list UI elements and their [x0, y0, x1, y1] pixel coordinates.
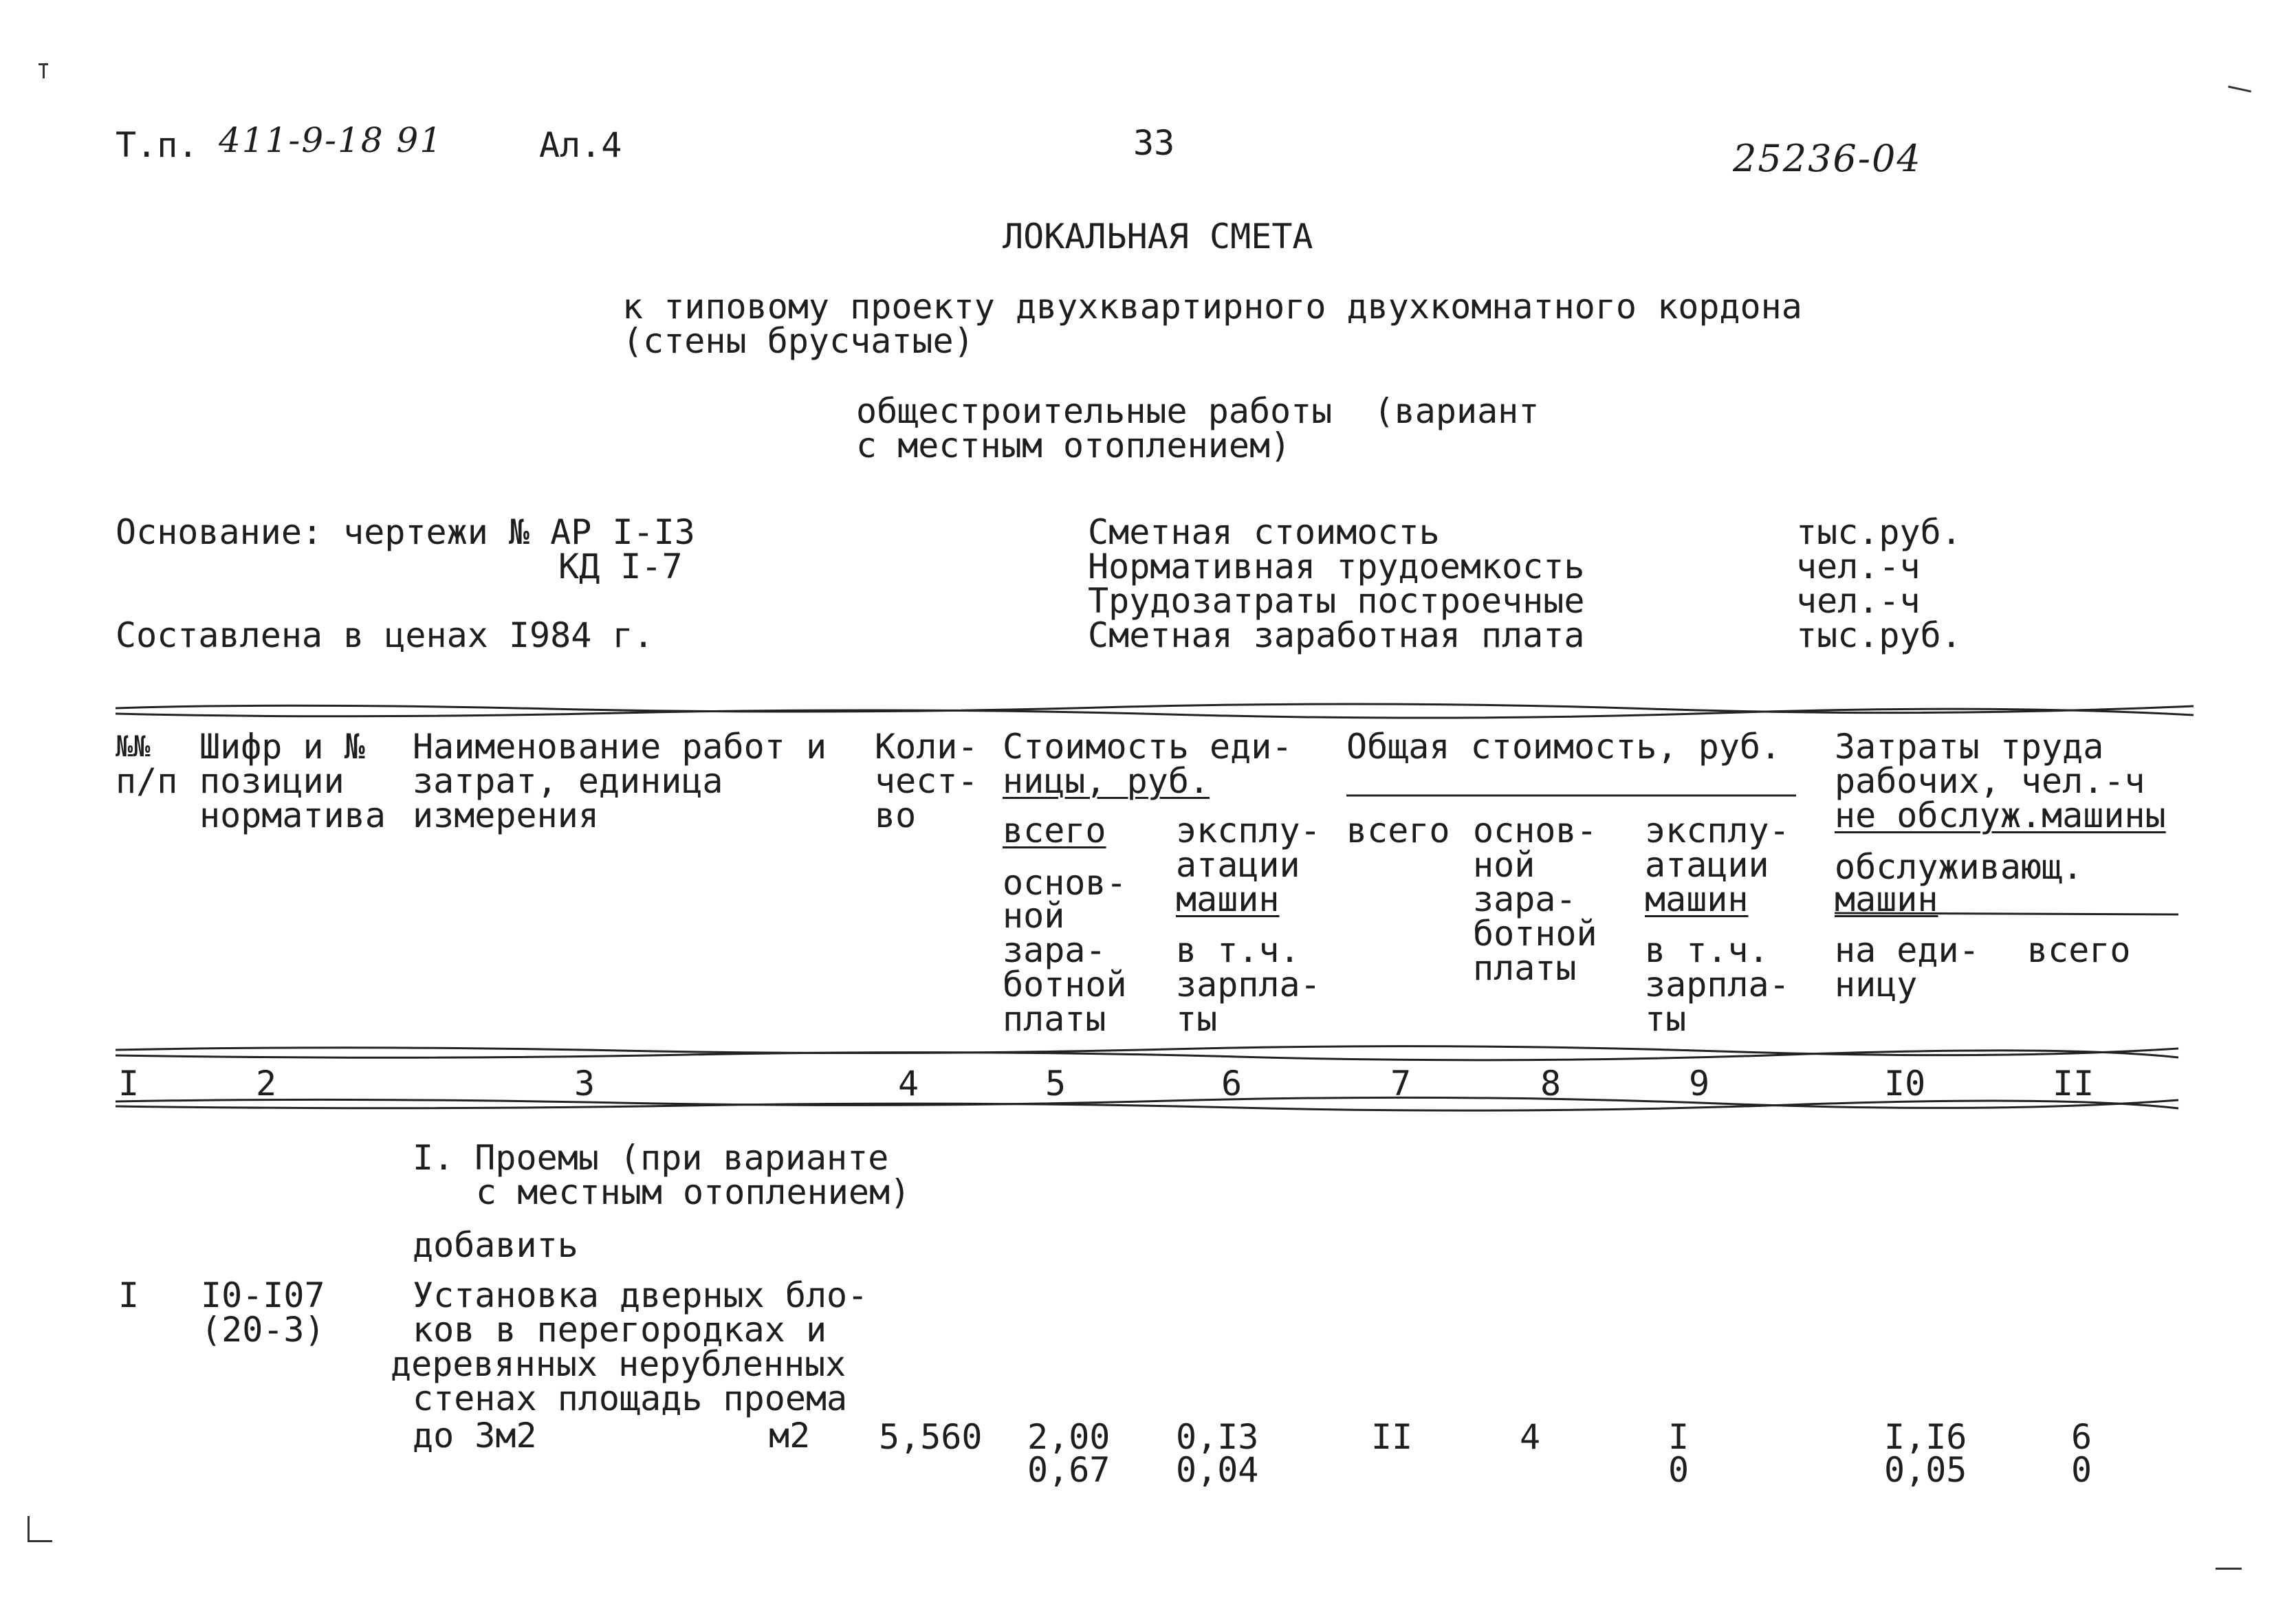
header-col5-top: всего — [1003, 811, 1106, 851]
row-name-2: ков в перегородках и — [413, 1310, 827, 1350]
row-col6-2: 0,04 — [1176, 1450, 1259, 1490]
header-col9-t3: машин — [1645, 879, 1749, 919]
basis-line-2: КД I-7 — [558, 547, 683, 586]
section-title-line2: с местным отоплением) — [476, 1172, 911, 1212]
header-col8-5: платы — [1473, 948, 1577, 988]
colnum-11: II — [2053, 1064, 2095, 1104]
document-code: 25236-04 — [1733, 137, 1922, 180]
header-labor-not-serving: не обслуж.машины — [1835, 795, 2166, 835]
header-col9-t1: эксплу- — [1645, 811, 1790, 851]
row-col8: 4 — [1520, 1417, 1541, 1457]
basis-line-1: Основание: чертежи № АР I-I3 — [116, 512, 695, 552]
header-col2-line2: позиции — [199, 761, 345, 801]
subtitle-line-2: (стены брусчатые) — [622, 321, 974, 361]
header-col9-t2: атации — [1645, 845, 1769, 885]
works-line-1: общестроительные работы (вариант — [856, 391, 1540, 431]
tp-label: Т.п. — [116, 125, 199, 165]
header-col6-t3: машин — [1176, 879, 1280, 919]
colnum-5: 5 — [1045, 1064, 1067, 1104]
header-col8-4: ботной — [1473, 914, 1597, 954]
header-col6-t1: эксплу- — [1176, 811, 1321, 851]
prices-line: Составлена в ценах I984 г. — [116, 615, 654, 655]
header-col9-b2: зарпла- — [1645, 965, 1790, 1005]
header-col4-line1: Коли- — [875, 727, 979, 767]
header-col8-1: основ- — [1473, 811, 1597, 851]
colnum-10: I0 — [1884, 1064, 1926, 1104]
page-number: 33 — [1133, 123, 1175, 163]
colnum-2: 2 — [256, 1064, 277, 1104]
header-col10-1: на еди- — [1835, 930, 1980, 970]
header-col1-line2: п/п — [116, 761, 178, 801]
header-col6-b1: в т.ч. — [1176, 930, 1300, 970]
header-col6-b3: ты — [1176, 999, 1218, 1039]
summary-unit-site-labor: чел.-ч — [1796, 581, 1921, 621]
row-qty: 5,560 — [879, 1417, 983, 1457]
header-col3-line2: затрат, единица — [413, 761, 723, 801]
header-labor-line1: Затраты труда — [1835, 727, 2104, 767]
colnum-1: I — [118, 1064, 140, 1104]
header-col10-2: ницу — [1835, 965, 1918, 1005]
header-col5-b2: ной — [1003, 896, 1065, 936]
section-title-line1: I. Проемы (при варианте — [413, 1138, 889, 1178]
row-unit: м2 — [769, 1416, 811, 1456]
subtitle-line-1: к типовому проекту двухквартирного двухкомнатного кордона — [622, 287, 1802, 327]
header-col5-b1: основ- — [1003, 863, 1127, 903]
header-total-cost: Общая стоимость, руб. — [1346, 727, 1782, 767]
row-name-1: Установка дверных бло- — [413, 1275, 868, 1315]
header-labor-line2: рабочих, чел.-ч — [1835, 761, 2145, 801]
document-title: ЛОКАЛЬНАЯ СМЕТА — [1003, 217, 1313, 256]
header-col9-b3: ты — [1645, 999, 1687, 1039]
header-unit-cost-line2: ницы, руб. — [1003, 761, 1210, 801]
row-name-5: до 3м2 — [413, 1416, 537, 1456]
colnum-8: 8 — [1540, 1064, 1562, 1104]
header-col6-b2: зарпла- — [1176, 965, 1321, 1005]
header-col1-line1: №№ — [116, 729, 151, 763]
header-col5-b4: ботной — [1003, 965, 1127, 1005]
summary-label-labor: Нормативная трудоемкость — [1088, 547, 1585, 586]
header-col8-3: зара- — [1473, 879, 1577, 919]
row-code-2: (20-3) — [201, 1310, 325, 1350]
header-col4-line3: во — [875, 795, 917, 835]
header-col6-t2: атации — [1176, 845, 1300, 885]
header-col5-b5: платы — [1003, 999, 1106, 1039]
row-col5-1: 2,00 — [1027, 1417, 1111, 1457]
row-col7: II — [1371, 1417, 1413, 1457]
summary-unit-wages: тыс.руб. — [1796, 615, 1962, 655]
section-add-label: добавить — [413, 1225, 578, 1265]
summary-unit-labor: чел.-ч — [1796, 547, 1921, 586]
summary-unit-cost: тыс.руб. — [1796, 512, 1962, 552]
header-unit-cost-line1: Стоимость еди- — [1003, 727, 1293, 767]
header-col5-b3: зара- — [1003, 930, 1106, 970]
row-name-3: деревянных нерубленных — [391, 1344, 846, 1384]
header-col3-line1: Наименование работ и — [413, 727, 827, 767]
header-col2-line1: Шифр и № — [199, 727, 365, 767]
summary-label-site-labor: Трудозатраты построечные — [1088, 581, 1585, 621]
row-num: I — [118, 1275, 140, 1315]
header-col8-2: ной — [1473, 845, 1535, 885]
row-col6-1: 0,I3 — [1176, 1417, 1259, 1457]
row-col9-1: I — [1668, 1417, 1690, 1457]
header-labor-serving-1: обслуживающ. — [1835, 847, 2084, 887]
header-col4-line2: чест- — [875, 761, 979, 801]
header-col2-line3: норматива — [199, 795, 386, 835]
header-col3-line3: измерения — [413, 795, 599, 835]
tp-number: 411-9-18 91 — [219, 120, 444, 160]
colnum-7: 7 — [1390, 1064, 1412, 1104]
works-line-2: с местным отоплением) — [856, 426, 1291, 465]
header-col7: всего — [1346, 811, 1450, 851]
row-col9-2: 0 — [1668, 1450, 1690, 1490]
colnum-4: 4 — [898, 1064, 919, 1104]
header-col9-b1: в т.ч. — [1645, 930, 1769, 970]
row-col11-1: 6 — [2071, 1417, 2092, 1457]
album-label: Ал.4 — [539, 125, 622, 165]
summary-label-cost: Сметная стоимость — [1088, 512, 1440, 552]
row-col11-2: 0 — [2071, 1450, 2092, 1490]
row-col10-2: 0,05 — [1884, 1450, 1967, 1490]
colnum-3: 3 — [574, 1064, 595, 1104]
row-col10-1: I,I6 — [1884, 1417, 1967, 1457]
row-col5-2: 0,67 — [1027, 1450, 1111, 1490]
row-name-4: стенах площадь проема — [413, 1379, 848, 1418]
summary-label-wages: Сметная заработная плата — [1088, 615, 1585, 655]
colnum-9: 9 — [1689, 1064, 1710, 1104]
header-labor-serving-2: машин — [1835, 879, 1938, 919]
row-code-1: I0-I07 — [201, 1275, 325, 1315]
header-col11: всего — [2027, 930, 2131, 970]
colnum-6: 6 — [1221, 1064, 1243, 1104]
